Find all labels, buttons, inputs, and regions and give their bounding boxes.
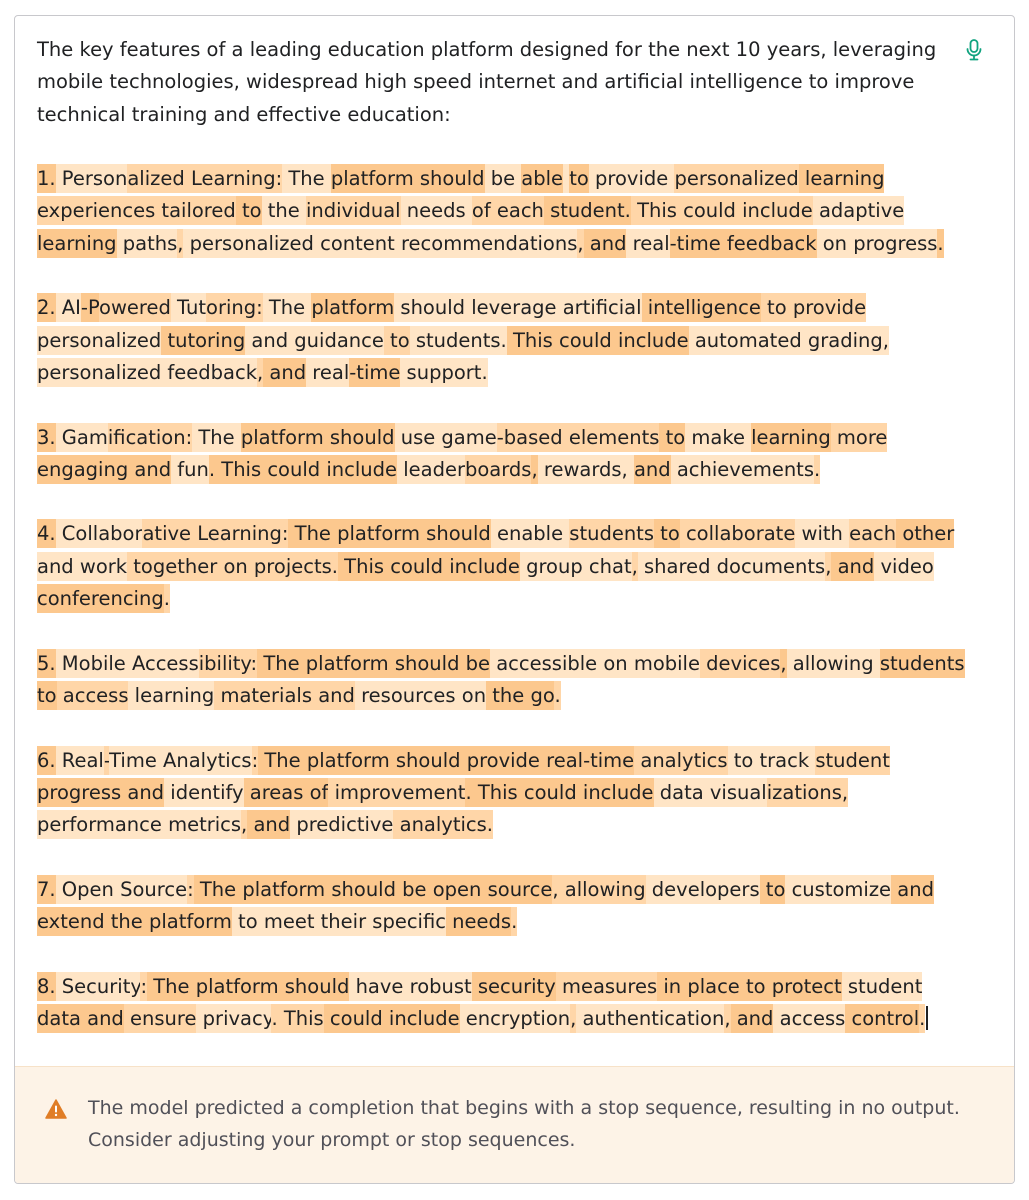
token-span: 5. bbox=[37, 649, 56, 678]
token-span: leader bbox=[397, 455, 465, 484]
token-span: experiences tailored bbox=[37, 196, 236, 225]
token-span: , bbox=[177, 229, 183, 258]
token-span: 6. bbox=[37, 746, 56, 775]
token-span: . bbox=[511, 907, 517, 936]
token-span: -P bbox=[81, 293, 99, 322]
token-span: to bbox=[654, 519, 680, 548]
token-span: collaborate bbox=[680, 519, 796, 548]
token-span: have bbox=[349, 972, 403, 1001]
token-span: enable bbox=[491, 519, 570, 548]
token-span: other bbox=[896, 519, 954, 548]
token-span: students. bbox=[410, 326, 507, 355]
token-span: together on projects. bbox=[127, 552, 338, 581]
token-span: predictive bbox=[290, 810, 393, 839]
token-span: oring: bbox=[206, 293, 263, 322]
token-span: ative Learning: bbox=[142, 519, 288, 548]
prompt-editor[interactable] bbox=[37, 34, 965, 1068]
token-span: analytics bbox=[634, 746, 727, 775]
token-span: and guidance bbox=[245, 326, 384, 355]
token-span: could include bbox=[518, 778, 654, 807]
token-span: be bbox=[485, 164, 522, 193]
token-span: . bbox=[814, 455, 820, 484]
token-span: with bbox=[795, 519, 849, 548]
completion-panel bbox=[14, 15, 1015, 1184]
token-span: boards bbox=[465, 455, 531, 484]
token-span: This could include bbox=[338, 552, 520, 581]
token-span: rewards, bbox=[538, 455, 634, 484]
token-span: to bbox=[569, 164, 589, 193]
token-span: , bbox=[724, 1004, 730, 1033]
token-span: tutoring bbox=[161, 326, 245, 355]
token-span: to bbox=[659, 423, 685, 452]
token-span: ibility: bbox=[199, 649, 257, 678]
token-span: achievements bbox=[671, 455, 814, 484]
microphone-icon[interactable] bbox=[964, 38, 984, 62]
token-span: personalized content recommendations bbox=[183, 229, 577, 258]
token-span: authentication bbox=[576, 1004, 724, 1033]
token-span: Security bbox=[56, 972, 141, 1001]
token-span: The platform should be bbox=[257, 649, 490, 678]
prompt-paragraph bbox=[37, 971, 965, 1036]
token-span: and bbox=[731, 1004, 774, 1033]
token-span: of each bbox=[472, 196, 544, 225]
token-span: : bbox=[140, 972, 147, 1001]
token-span: in place to protect bbox=[657, 972, 842, 1001]
token-span: AI bbox=[56, 293, 81, 322]
token-span: to bbox=[232, 907, 258, 936]
token-span: access bbox=[57, 681, 129, 710]
token-span: access bbox=[773, 1004, 845, 1033]
token-span: students to bbox=[37, 649, 965, 710]
token-span: Gam bbox=[56, 423, 108, 452]
token-span: and bbox=[263, 358, 306, 387]
token-span: The bbox=[192, 423, 241, 452]
token-span: platform should bbox=[241, 423, 395, 452]
token-span: learning bbox=[799, 164, 885, 193]
token-span: individual bbox=[306, 196, 401, 225]
token-span: This could include bbox=[631, 196, 813, 225]
token-span: fun bbox=[171, 455, 209, 484]
token-span: make bbox=[685, 423, 751, 452]
token-span: real bbox=[626, 229, 669, 258]
token-span: Open Source bbox=[56, 875, 187, 904]
token-span: personalized feedback bbox=[37, 358, 257, 387]
token-span: Collabor bbox=[56, 519, 143, 548]
token-span: should leverage artificial bbox=[394, 293, 641, 322]
token-span: 1. bbox=[37, 164, 56, 193]
warning-message: The model predicted a completion that begins with a stop sequence, resulting in no output. Consider adjusting your prompt or stop sequences. bbox=[88, 1097, 960, 1151]
token-span: the bbox=[262, 196, 306, 225]
token-span: personalized bbox=[674, 164, 798, 193]
token-span: -based elements bbox=[497, 423, 660, 452]
token-span: security bbox=[472, 972, 556, 1001]
token-span: to track bbox=[728, 746, 816, 775]
token-span: and bbox=[634, 455, 671, 484]
token-span: 7. bbox=[37, 875, 56, 904]
token-span: devices bbox=[700, 649, 780, 678]
token-span: -time bbox=[349, 358, 400, 387]
token-span: . bbox=[919, 1004, 925, 1033]
token-span: learning bbox=[751, 423, 831, 452]
token-span: platform bbox=[311, 293, 394, 322]
token-span: The platform should be open source bbox=[194, 875, 553, 904]
token-span: and bbox=[584, 229, 627, 258]
prompt-paragraph bbox=[37, 292, 965, 389]
token-span: group chat bbox=[520, 552, 632, 581]
token-span: each bbox=[849, 519, 896, 548]
token-span: , bbox=[241, 810, 247, 839]
token-span: learning bbox=[128, 681, 214, 710]
token-span: The bbox=[263, 293, 312, 322]
token-span: able bbox=[521, 164, 563, 193]
token-span: 3. bbox=[37, 423, 56, 452]
token-span: Time Analytics bbox=[109, 746, 251, 775]
token-span: and bbox=[247, 810, 290, 839]
token-span: could include bbox=[324, 1004, 460, 1033]
token-span: , bbox=[780, 649, 786, 678]
token-span: allowing bbox=[787, 649, 880, 678]
token-span: personalized bbox=[37, 326, 161, 355]
token-span: platform should bbox=[331, 164, 485, 193]
token-span: areas of bbox=[244, 778, 329, 807]
stop-sequence-warning bbox=[15, 1066, 1014, 1183]
token-span: , bbox=[577, 229, 583, 258]
token-span: , bbox=[531, 455, 537, 484]
token-span: The platform should bbox=[147, 972, 349, 1001]
token-span: use game bbox=[395, 423, 497, 452]
token-span: . bbox=[554, 681, 560, 710]
token-span: needs bbox=[401, 196, 472, 225]
token-span: 8. bbox=[37, 972, 56, 1001]
token-span: adaptive bbox=[813, 196, 904, 225]
token-span: -time feedback bbox=[670, 229, 817, 258]
prompt-paragraph bbox=[37, 648, 965, 713]
token-span: on progress bbox=[817, 229, 938, 258]
token-span: student bbox=[815, 746, 890, 775]
token-span: progress and bbox=[37, 778, 164, 807]
prompt-paragraph bbox=[37, 874, 965, 939]
token-span: . This could include bbox=[209, 455, 397, 484]
token-span: measures bbox=[556, 972, 657, 1001]
prompt-paragraph bbox=[37, 745, 965, 842]
token-span: video bbox=[874, 552, 933, 581]
token-span: shared documents bbox=[638, 552, 825, 581]
token-span: , allowing bbox=[552, 875, 645, 904]
token-span: The platform should provide real-time bbox=[258, 746, 634, 775]
text-cursor bbox=[926, 1006, 928, 1030]
prompt-paragraph bbox=[37, 34, 965, 131]
token-span: 4. bbox=[37, 519, 56, 548]
prompt-paragraph bbox=[37, 163, 965, 260]
token-span: . bbox=[481, 358, 487, 387]
token-span: customize bbox=[785, 875, 891, 904]
token-span: Real bbox=[56, 746, 104, 775]
token-span: to bbox=[384, 326, 410, 355]
token-span: Person bbox=[56, 164, 128, 193]
token-span: : bbox=[252, 746, 259, 775]
token-span: ensure bbox=[124, 1004, 197, 1033]
token-span: The bbox=[282, 164, 331, 193]
token-span: developers bbox=[646, 875, 760, 904]
token-span: Mobile Access bbox=[56, 649, 199, 678]
token-span: more bbox=[831, 423, 888, 452]
token-span: improvement bbox=[328, 778, 465, 807]
token-span: data and bbox=[37, 1004, 124, 1033]
token-span: , bbox=[257, 358, 263, 387]
token-span: and bbox=[831, 552, 874, 581]
token-span: The key features of a leading education platform designed for the next 10 years, leveraging mobile technologies, widespread high speed internet and artificial intelligence to improve technical training and effective education: bbox=[37, 38, 937, 126]
prompt-paragraph bbox=[37, 422, 965, 487]
token-span: . bbox=[164, 584, 170, 613]
token-span: student. bbox=[544, 196, 631, 225]
token-span: This could include bbox=[507, 326, 689, 355]
token-span: materials and bbox=[214, 681, 355, 710]
token-span: The platform should bbox=[288, 519, 490, 548]
token-span: . This bbox=[271, 1004, 323, 1033]
token-span: to bbox=[236, 196, 262, 225]
token-span: privacy bbox=[196, 1004, 271, 1033]
token-span: student bbox=[842, 972, 923, 1001]
token-span: provide bbox=[589, 164, 675, 193]
token-span: , bbox=[825, 552, 831, 581]
token-span: engaging and bbox=[37, 455, 171, 484]
token-span: Tut bbox=[171, 293, 206, 322]
token-span: . bbox=[937, 229, 943, 258]
token-span: alized Learning: bbox=[127, 164, 282, 193]
token-span: resources on bbox=[355, 681, 486, 710]
token-span: data visual bbox=[654, 778, 767, 807]
token-span: meet their specific bbox=[258, 907, 446, 936]
token-span: performance metrics bbox=[37, 810, 241, 839]
token-span: , bbox=[632, 552, 638, 581]
token-span: conferencing bbox=[37, 584, 164, 613]
token-span: intelligence bbox=[642, 293, 761, 322]
token-span: support bbox=[400, 358, 481, 387]
prompt-paragraph bbox=[37, 518, 965, 615]
token-span: the go bbox=[486, 681, 554, 710]
token-span: - bbox=[104, 746, 109, 775]
token-span: encryption bbox=[460, 1004, 571, 1033]
token-span: 2. bbox=[37, 293, 56, 322]
token-span: extend the platform bbox=[37, 907, 232, 936]
token-span: : bbox=[187, 875, 194, 904]
token-span: to provide bbox=[761, 293, 866, 322]
token-span: automated grading, bbox=[689, 326, 889, 355]
token-span: robust bbox=[403, 972, 471, 1001]
token-span: and work bbox=[37, 552, 127, 581]
token-span: identify bbox=[164, 778, 243, 807]
token-span: to bbox=[760, 875, 786, 904]
token-span: students bbox=[569, 519, 654, 548]
token-span: control bbox=[845, 1004, 919, 1033]
token-span: ification: bbox=[108, 423, 192, 452]
token-span: paths bbox=[117, 229, 178, 258]
token-span: . This bbox=[465, 778, 517, 807]
token-span: izations, bbox=[767, 778, 848, 807]
token-span: analytics. bbox=[393, 810, 493, 839]
warning-triangle-icon bbox=[45, 1099, 67, 1119]
token-span: learning bbox=[37, 229, 117, 258]
token-span: and bbox=[891, 875, 934, 904]
token-span: owered bbox=[99, 293, 171, 322]
token-span: , bbox=[570, 1004, 576, 1033]
token-span: needs bbox=[446, 907, 511, 936]
token-span: real bbox=[306, 358, 349, 387]
token-span: accessible on mobile bbox=[490, 649, 700, 678]
